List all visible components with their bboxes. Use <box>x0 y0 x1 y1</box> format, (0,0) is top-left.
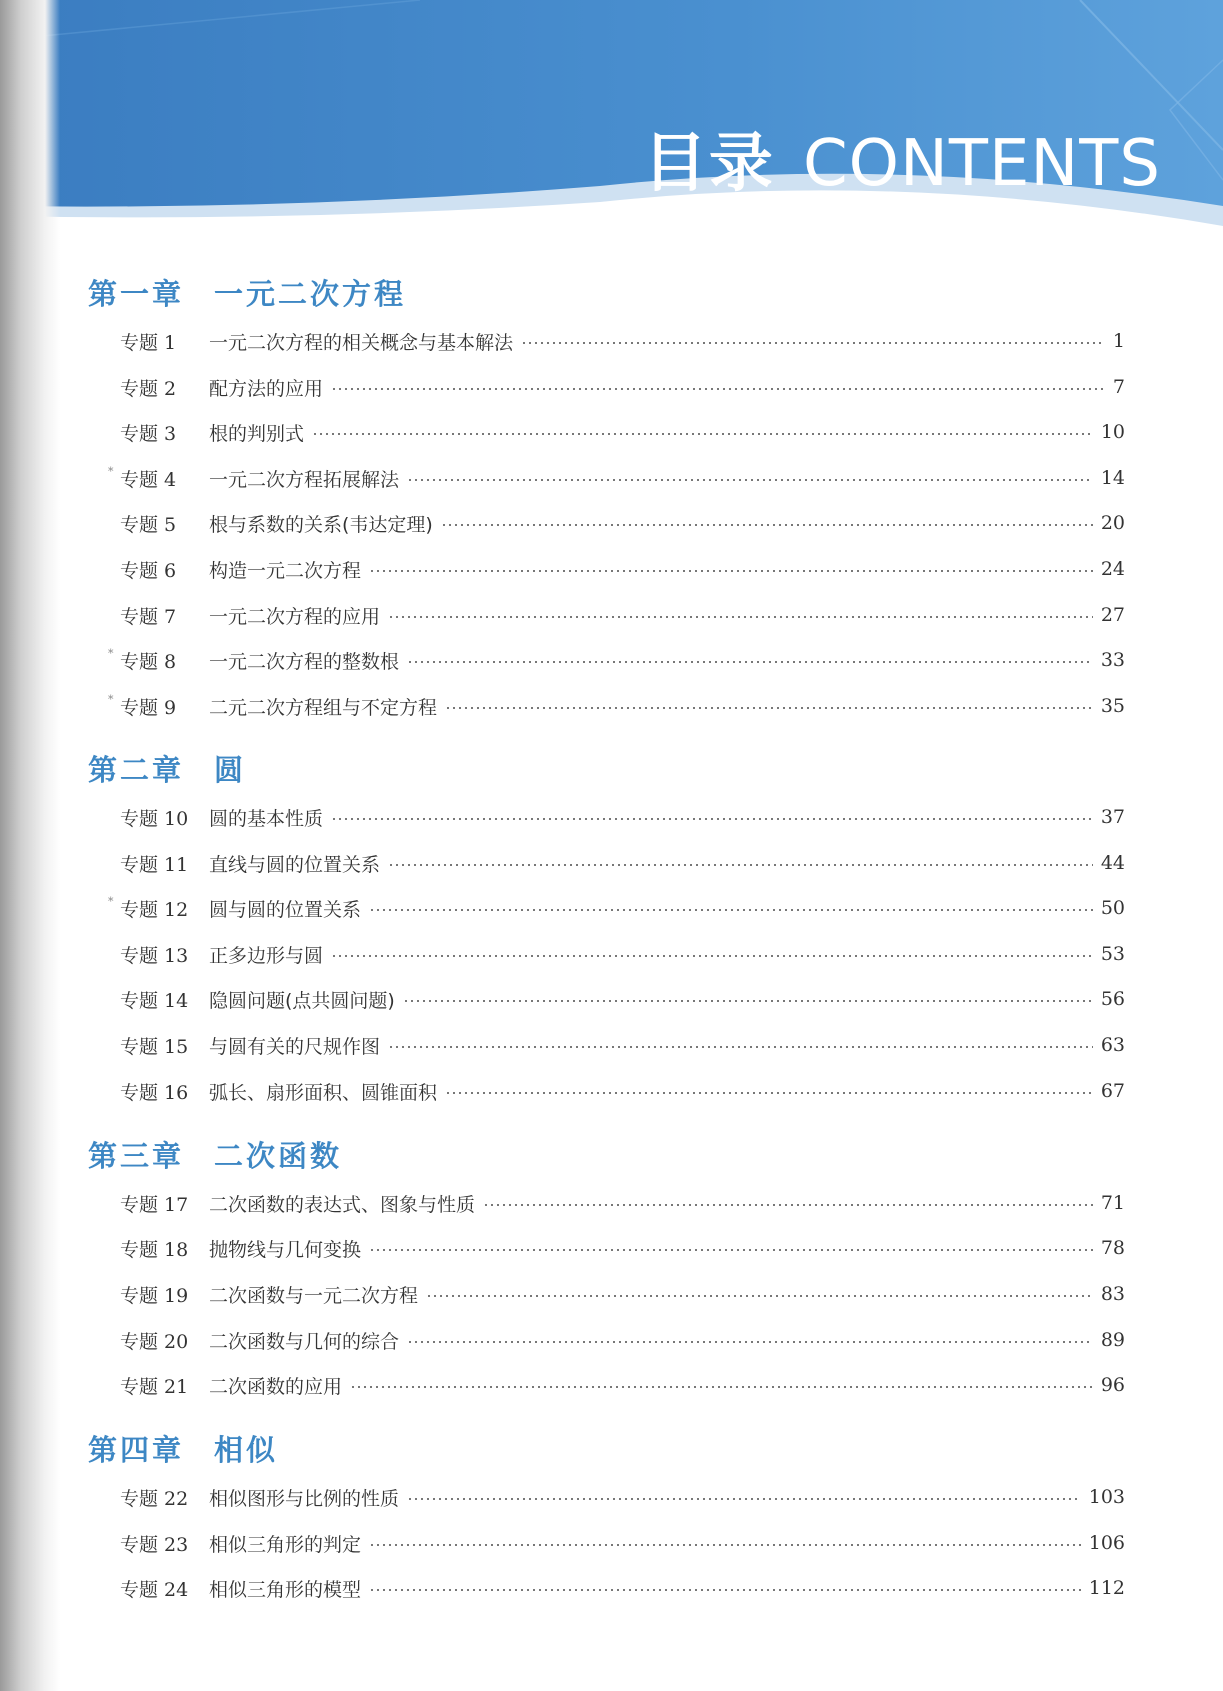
toc-entry[interactable] <box>120 1279 1125 1309</box>
topic-number: 专题 5 <box>120 513 177 536</box>
toc-entry[interactable] <box>120 1233 1125 1263</box>
dot-leader <box>483 1204 1093 1206</box>
topic-number: 专题 11 <box>120 853 189 876</box>
page-number: 35 <box>1100 695 1125 717</box>
topic-title: 根与系数的关系(韦达定理) <box>209 513 433 536</box>
topic-number: 专题 13 <box>120 944 189 967</box>
page-number: 20 <box>1100 512 1125 534</box>
dot-leader <box>426 1295 1093 1297</box>
chapter-label: 第一章 <box>88 277 185 311</box>
dot-leader <box>312 433 1093 435</box>
optional-marker: * <box>108 895 114 908</box>
dot-leader <box>369 1589 1081 1591</box>
topic-title: 一元二次方程拓展解法 <box>209 468 400 491</box>
dot-leader <box>388 864 1093 866</box>
toc-entry[interactable] <box>120 1370 1125 1400</box>
dot-leader <box>403 1000 1093 1002</box>
topic-title: 二元二次方程组与不定方程 <box>209 696 438 719</box>
toc-entry[interactable] <box>120 848 1125 878</box>
topic-number: 专题 4 <box>120 468 177 491</box>
chapter-label: 第二章 <box>88 753 185 787</box>
topic-number: 专题 8 <box>120 650 177 673</box>
toc-entry[interactable] <box>120 326 1125 356</box>
chapter-name: 一元二次方程 <box>214 277 407 311</box>
dot-leader <box>331 818 1093 820</box>
topic-number: 专题 6 <box>120 559 177 582</box>
dot-leader <box>369 1249 1093 1251</box>
dot-leader <box>521 342 1105 344</box>
topic-number: 专题 22 <box>120 1487 189 1510</box>
optional-marker: * <box>108 465 114 478</box>
dot-leader <box>369 909 1093 911</box>
page-number: 71 <box>1100 1192 1125 1214</box>
chapter-4-heading[interactable] <box>88 1428 279 1468</box>
topic-title: 相似图形与比例的性质 <box>209 1487 400 1510</box>
topic-title: 一元二次方程的相关概念与基本解法 <box>209 331 514 354</box>
topic-number: 专题 20 <box>120 1330 189 1353</box>
dot-leader <box>445 1092 1093 1094</box>
title-chinese: 目录 <box>642 127 775 201</box>
topic-title: 构造一元二次方程 <box>209 559 362 582</box>
topic-title: 二次函数与几何的综合 <box>209 1330 400 1353</box>
topic-title: 直线与圆的位置关系 <box>209 853 381 876</box>
dot-leader <box>441 524 1093 526</box>
toc-entry[interactable] <box>120 939 1125 969</box>
toc-entry[interactable] <box>120 1573 1125 1603</box>
topic-title: 圆与圆的位置关系 <box>209 898 362 921</box>
page-number: 112 <box>1088 1577 1125 1599</box>
topic-title: 二次函数与一元二次方程 <box>209 1284 419 1307</box>
page-title <box>643 112 1161 204</box>
chapter-name: 圆 <box>214 753 247 787</box>
dot-leader <box>388 1046 1093 1048</box>
topic-number: 专题 3 <box>120 422 177 445</box>
topic-number: 专题 19 <box>120 1284 189 1307</box>
topic-title: 相似三角形的判定 <box>209 1533 362 1556</box>
page-number: 37 <box>1100 806 1125 828</box>
page-number: 1 <box>1112 330 1125 352</box>
dot-leader <box>407 1498 1081 1500</box>
dot-leader <box>388 616 1093 618</box>
toc-entry[interactable] <box>120 554 1125 584</box>
page-number: 56 <box>1100 988 1125 1010</box>
page-number: 33 <box>1100 649 1125 671</box>
topic-title: 一元二次方程的整数根 <box>209 650 400 673</box>
topic-number: 专题 10 <box>120 807 189 830</box>
topic-number: 专题 18 <box>120 1238 189 1261</box>
topic-title: 抛物线与几何变换 <box>209 1238 362 1261</box>
page-number: 53 <box>1100 943 1125 965</box>
topic-title: 二次函数的应用 <box>209 1375 343 1398</box>
chapter-label: 第三章 <box>88 1139 185 1173</box>
page-number: 63 <box>1100 1034 1125 1056</box>
toc-entry[interactable] <box>120 1482 1125 1512</box>
page-number: 7 <box>1112 376 1125 398</box>
toc-entry[interactable] <box>108 645 1125 675</box>
dot-leader <box>350 1386 1093 1388</box>
chapter-1-heading[interactable] <box>88 272 407 312</box>
topic-title: 根的判别式 <box>209 422 305 445</box>
page-number: 14 <box>1100 467 1125 489</box>
topic-number: 专题 1 <box>120 331 177 354</box>
topic-number: 专题 15 <box>120 1035 189 1058</box>
toc-entry[interactable] <box>120 372 1125 402</box>
topic-title: 隐圆问题(点共圆问题) <box>209 989 395 1012</box>
chapter-name: 二次函数 <box>214 1139 343 1173</box>
dot-leader <box>407 479 1093 481</box>
topic-number: 专题 17 <box>120 1193 189 1216</box>
toc-entry[interactable] <box>120 802 1125 832</box>
dot-leader <box>407 1341 1093 1343</box>
dot-leader <box>407 661 1093 663</box>
optional-marker: * <box>108 693 114 706</box>
toc-entry[interactable] <box>120 1188 1125 1218</box>
toc-entry[interactable] <box>108 463 1125 493</box>
topic-number: 专题 7 <box>120 605 177 628</box>
toc-entry[interactable] <box>120 1076 1125 1106</box>
topic-title: 与圆有关的尺规作图 <box>209 1035 381 1058</box>
toc-entry[interactable] <box>120 1528 1125 1558</box>
topic-number: 专题 14 <box>120 989 189 1012</box>
page-number: 10 <box>1100 421 1125 443</box>
topic-title: 弧长、扇形面积、圆锥面积 <box>209 1081 438 1104</box>
topic-title: 圆的基本性质 <box>209 807 324 830</box>
page-number: 50 <box>1100 897 1125 919</box>
toc-entry[interactable] <box>120 600 1125 630</box>
dot-leader <box>369 570 1093 572</box>
optional-marker: * <box>108 647 114 660</box>
dot-leader <box>331 388 1105 390</box>
toc-entry[interactable] <box>120 508 1125 538</box>
page-number: 24 <box>1100 558 1125 580</box>
toc-entry[interactable] <box>120 1325 1125 1355</box>
page-number: 44 <box>1100 852 1125 874</box>
dot-leader <box>369 1544 1081 1546</box>
page-number: 96 <box>1100 1374 1125 1396</box>
topic-number: 专题 21 <box>120 1375 189 1398</box>
topic-title: 相似三角形的模型 <box>209 1578 362 1601</box>
dot-leader <box>445 707 1093 709</box>
topic-number: 专题 16 <box>120 1081 189 1104</box>
toc-entry[interactable] <box>120 984 1125 1014</box>
toc-entry[interactable] <box>120 417 1125 447</box>
topic-title: 配方法的应用 <box>209 377 324 400</box>
page-number: 106 <box>1088 1532 1125 1554</box>
chapter-name: 相似 <box>214 1433 279 1467</box>
topic-number: 专题 23 <box>120 1533 189 1556</box>
toc-entry[interactable] <box>108 893 1125 923</box>
topic-number: 专题 24 <box>120 1578 189 1601</box>
topic-title: 正多边形与圆 <box>209 944 324 967</box>
dot-leader <box>331 955 1093 957</box>
page-number: 78 <box>1100 1237 1125 1259</box>
chapter-2-heading[interactable] <box>88 748 247 788</box>
chapter-label: 第四章 <box>88 1433 185 1467</box>
chapter-3-heading[interactable] <box>88 1134 343 1174</box>
page-number: 83 <box>1100 1283 1125 1305</box>
topic-number: 专题 2 <box>120 377 177 400</box>
toc-entry[interactable] <box>108 691 1125 721</box>
topic-title: 二次函数的表达式、图象与性质 <box>209 1193 476 1216</box>
page-number: 89 <box>1100 1329 1125 1351</box>
page-number: 27 <box>1100 604 1125 626</box>
title-english: CONTENTS <box>802 127 1161 201</box>
topic-number: 专题 9 <box>120 696 177 719</box>
page-number: 103 <box>1088 1486 1125 1508</box>
topic-number: 专题 12 <box>120 898 189 921</box>
topic-title: 一元二次方程的应用 <box>209 605 381 628</box>
toc-entry[interactable] <box>120 1030 1125 1060</box>
page-number: 67 <box>1100 1080 1125 1102</box>
